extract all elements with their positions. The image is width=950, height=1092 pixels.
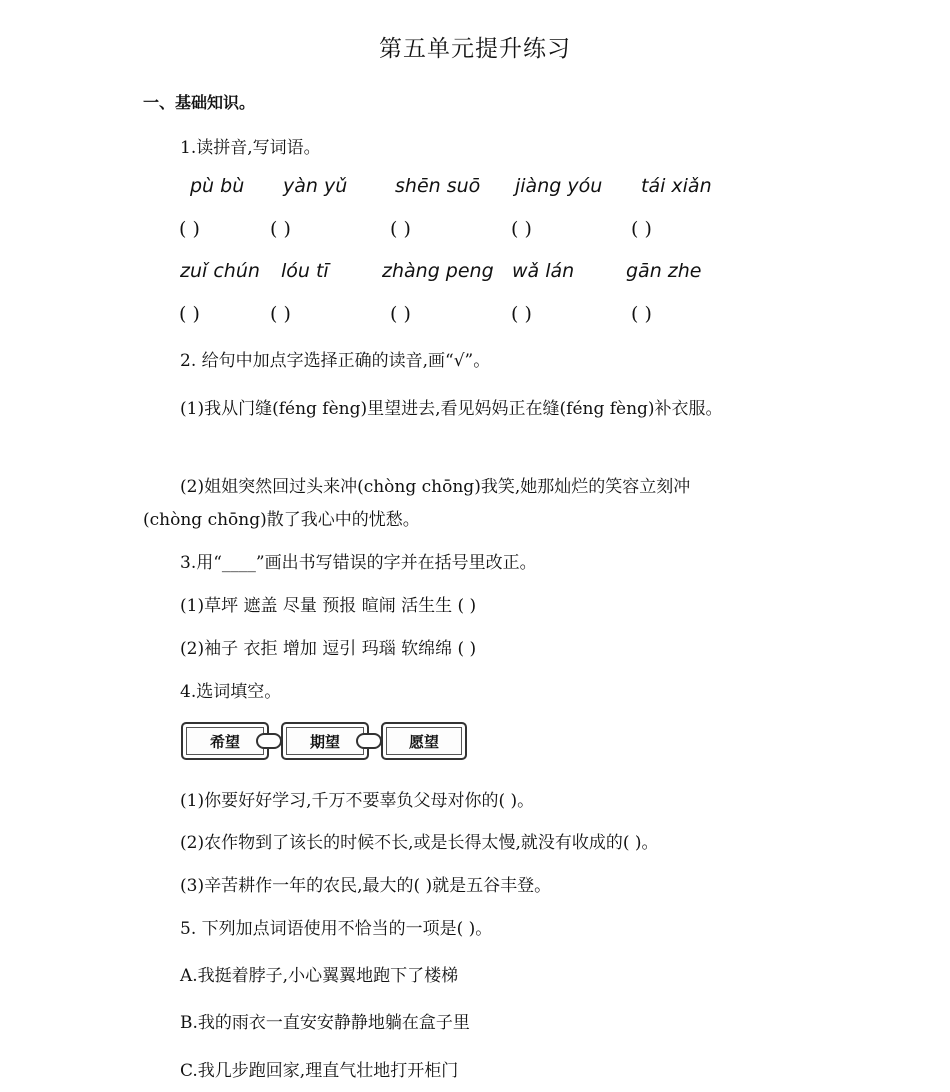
chain-link (256, 733, 282, 749)
section-heading: 一、基础知识。 (143, 93, 256, 112)
answer-blank: ( ) (631, 303, 652, 325)
question-3-row-2: (2)袖子 衣拒 增加 逗引 玛瑙 软绵绵 ( ) (180, 639, 477, 659)
pinyin-item: jiàng yóu (515, 175, 603, 197)
question-5-label: 5. 下列加点词语使用不恰当的一项是( )。 (180, 919, 493, 939)
page-title: 第五单元提升练习 (379, 36, 571, 62)
answer-blank: ( ) (390, 303, 411, 325)
pinyin-item: shēn suō (395, 175, 481, 197)
answer-blank: ( ) (179, 303, 200, 325)
answer-blank: ( ) (511, 218, 532, 240)
answer-blank: ( ) (270, 303, 291, 325)
answer-blank: ( ) (631, 218, 652, 240)
question-4-sentence-1: (1)你要好好学习,千万不要辜负父母对你的( )。 (180, 791, 535, 811)
option-a: A.我挺着脖子,小心翼翼地跑下了楼梯 (180, 966, 459, 986)
answer-blank: ( ) (511, 303, 532, 325)
pinyin-item: lóu tī (281, 260, 329, 282)
pinyin-item: zuǐ chún (180, 260, 260, 282)
question-2-sentence-1: (1)我从门缝(féng fèng)里望进去,看见妈妈正在缝(féng fèng)补衣服。 (180, 399, 723, 419)
pinyin-item: yàn yǔ (283, 175, 348, 197)
word-card-wish: 愿望 (381, 722, 467, 760)
question-2-sentence-2: (2)姐姐突然回过头来冲(chòng chōng)我笑,她那灿烂的笑容立刻冲 (180, 477, 691, 497)
option-c: C.我几步跑回家,理直气壮地打开柜门 (180, 1061, 459, 1081)
answer-blank: ( ) (270, 218, 291, 240)
pinyin-item: pù bù (190, 175, 245, 197)
pinyin-item: tái xiǎn (641, 175, 712, 197)
question-3-label: 3.用“____”画出书写错误的字并在括号里改正。 (180, 553, 537, 573)
question-3-row-1: (1)草坪 遮盖 尽量 预报 暄闹 活生生 ( ) (180, 596, 477, 616)
question-2-label: 2. 给句中加点字选择正确的读音,画“√”。 (180, 351, 491, 371)
answer-blank: ( ) (390, 218, 411, 240)
chain-link (356, 733, 382, 749)
answer-blank: ( ) (179, 218, 200, 240)
option-b: B.我的雨衣一直安安静静地躺在盒子里 (180, 1013, 470, 1033)
question-2-sentence-2-cont: (chòng chōng)散了我心中的忧愁。 (143, 510, 420, 530)
question-1-label: 1.读拼音,写词语。 (180, 138, 321, 158)
word-card-hope: 希望 (181, 722, 269, 760)
pinyin-item: gān zhe (626, 260, 702, 282)
pinyin-item: wǎ lán (512, 260, 575, 282)
pinyin-item: zhàng peng (382, 260, 494, 282)
word-card-expect: 期望 (281, 722, 369, 760)
question-4-label: 4.选词填空。 (180, 682, 282, 702)
question-4-sentence-2: (2)农作物到了该长的时候不长,或是长得太慢,就没有收成的( )。 (180, 833, 659, 853)
question-4-sentence-3: (3)辛苦耕作一年的农民,最大的( )就是五谷丰登。 (180, 876, 552, 896)
